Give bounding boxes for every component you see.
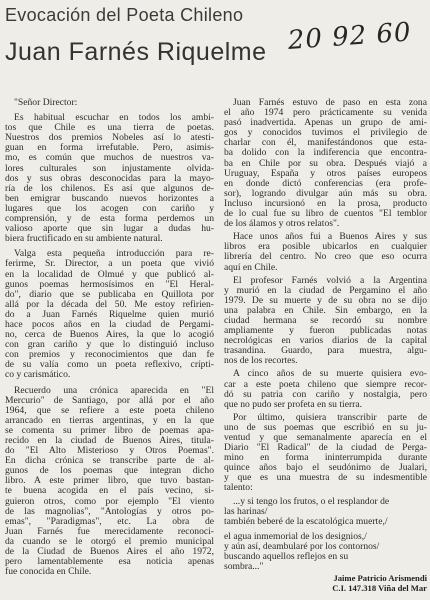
salutation xyxy=(5,98,214,108)
text-line: tos que Chile es una tierra de poetas. xyxy=(5,122,214,134)
signature-id: C.I. 147.318 Viña del Mar xyxy=(332,582,427,593)
text-line: gos y conocidos tuvimos el privilegio de xyxy=(224,127,427,139)
text-line: charlar con él, manifestándonos que esta- xyxy=(224,137,427,149)
text-line: Es habitual escuchar en todos los ambi- xyxy=(14,112,214,124)
text-line: en la localidad de Olmué y que publicó al- xyxy=(5,268,214,280)
text-line: ba dolido con la indiferencia que encontra- xyxy=(224,147,427,159)
text-line: aquí en Chile. xyxy=(224,261,278,273)
salutation-line: "Señor Director: xyxy=(14,97,78,108)
text-line: Hace unos años fui a Buenos Aires y sus xyxy=(233,231,427,243)
paragraph xyxy=(224,232,427,272)
text-line: comprensión, y de esta forma perdemos un xyxy=(5,213,214,225)
text-line: necrológicas en varios diarios de la capital xyxy=(224,335,427,347)
signature-name: Jaime Patricio Arismendi xyxy=(333,573,427,584)
text-line: do", diario que se publicaba en Quillota por xyxy=(5,288,214,300)
text-line: co y carismático. xyxy=(5,369,71,381)
text-line: pasó inadvertida. Apenas un grupo de ami- xyxy=(224,117,427,129)
text-line: con gran cariño y que lo distinguió incluso xyxy=(5,339,214,351)
poem-excerpt xyxy=(224,497,427,573)
poem-stanza xyxy=(224,497,427,527)
text-line: y que es una muestra de su indesmentible xyxy=(224,472,427,484)
text-line: car a este poeta chileno que siempre recor- xyxy=(224,378,427,390)
text-line: arrancado en tierras argentinas, y en la que xyxy=(5,414,214,426)
text-line: no, cerca de Buenos Aires, la que lo acogió xyxy=(5,329,214,341)
poem-line: ...y si tengo los frutos, o el resplandor de xyxy=(233,495,390,507)
text-line: trasandina. Guardo, para muestra, algu- xyxy=(224,345,427,357)
poem-line: buscando aquellos reflejos en su xyxy=(224,551,349,563)
paragraph xyxy=(5,386,214,578)
text-line: quince años bajo el seudónimo de Jualari, xyxy=(224,462,427,474)
text-line: ba en Chile por su obra. Después viajó a xyxy=(224,157,427,169)
text-line: 1964, que se refiere a este poeta chileno xyxy=(5,404,214,416)
text-line: gunos poemas hermosísimos en "El Heral- xyxy=(5,278,214,290)
text-line: guan en forma irrefutable. Pero, asimis- xyxy=(5,142,214,154)
text-line: uno de sus poemas que escribió en su ju- xyxy=(224,421,427,433)
poem-stanza xyxy=(224,532,427,572)
text-line: ampliamente y fueron publicadas notas xyxy=(224,325,427,337)
text-line: se comenta su primer libro de poemas apa- xyxy=(5,424,214,436)
paragraph xyxy=(224,98,427,229)
text-line: dó su patria con cariño y nostalgia, pero xyxy=(224,388,427,400)
text-line: y murió en la ciudad de Pergamino el año xyxy=(224,284,427,296)
text-line: de los álamos y otros relatos". xyxy=(224,218,340,230)
text-line: nos de los recortes. xyxy=(224,355,298,367)
text-line: librería del centro. No creo que eso ocurra xyxy=(224,251,427,263)
text-line: de la Ciudad de Buenos Aires el año 1972, xyxy=(5,546,214,558)
text-line: 1979. De su muerte y de su obra no se dijo xyxy=(224,294,427,306)
text-line: Incluso incursionó en la prosa, producto xyxy=(224,197,427,209)
poem-line: el agua inmemorial de los designios,/ xyxy=(224,530,367,542)
poem-line: y aún así, deambularé por los contornos/ xyxy=(224,540,380,552)
text-line: lugares que los acogen con cariño y xyxy=(5,202,214,214)
text-line: en donde dictó conferencias (era profe- xyxy=(224,177,427,189)
text-line: sor), logrando divulgar aún más su obra. xyxy=(224,187,427,199)
text-line: Valga esta pequeña introducción para re- xyxy=(14,248,214,260)
text-line: ferirme, Sr. Director, a un poeta que vivió xyxy=(5,258,214,270)
text-line: te buena acogida en el país vecino, si- xyxy=(5,485,214,497)
text-line: fue conocida en Chile. xyxy=(5,566,92,578)
text-line: Uruguay, España y otros países europeos xyxy=(224,167,427,179)
text-line: El profesor Farnés volvió a la Argentina xyxy=(233,274,427,286)
signature xyxy=(224,574,427,593)
text-line: do a Juan Farnés Riquelme quien murió xyxy=(5,308,214,320)
text-line: con premios y reconocimientos que dan fe xyxy=(5,349,214,361)
poem-line: también beberé de la escatológica muerte,/ xyxy=(224,515,388,527)
text-line: que no pudo ser profeta en su tierra. xyxy=(224,398,362,410)
text-line: mo, es común que muchos de nuestros va- xyxy=(5,152,214,164)
paragraph xyxy=(5,113,214,244)
text-line: guieron otros, como por ejemplo "El viento xyxy=(5,495,214,507)
text-line: Nuestros dos premios Nobeles así lo atesti- xyxy=(5,132,214,144)
text-line: A cinco años de su muerte quisiera evo- xyxy=(233,368,427,380)
text-line: hace pocos años en la ciudad de Pergami- xyxy=(5,318,214,330)
text-line: do "El Alto Misterioso y Otros Poemas". xyxy=(5,445,214,457)
text-line: lores culturales son injustamente olvida- xyxy=(5,162,214,174)
text-line: ben emigrar buscando nuevos horizontes a xyxy=(5,192,214,204)
text-line: Juan Farnés estuvo de paso en esta zona xyxy=(233,97,427,108)
headline-name: Juan Farnés Riquelme xyxy=(5,38,267,66)
paragraph xyxy=(224,369,427,409)
text-line: biera fructificado en su ambiente natural. xyxy=(5,233,163,245)
text-line: ventud y que semanalmente aparecía en el xyxy=(224,432,427,443)
text-line: pero lamentablemente esa noticia apenas xyxy=(5,556,214,568)
text-line: emas", "Paradigmas", etc. La obra de xyxy=(5,515,214,527)
text-line: Mercurio" de Santiago, por allá por el año xyxy=(5,394,214,406)
text-line: allá por la década del 50. Me estoy refirien- xyxy=(5,298,214,310)
handwritten-note: 20 92 60 xyxy=(286,17,413,56)
poem-line: sombra..." xyxy=(224,561,264,573)
right-column xyxy=(224,98,427,593)
text-line: Juan Farnés fue merecidamente reconoci- xyxy=(5,525,214,537)
text-line: Por último, quisiera transcribir parte de xyxy=(233,411,427,423)
text-line: una palabra en Chile. Sin embargo, en la xyxy=(224,304,427,316)
text-line: el año 1974 pero prácticamente su venida xyxy=(224,107,427,119)
text-line: recido en la ciudad de Buenos Aires, titula- xyxy=(5,435,214,446)
text-line: ciudad hermana se recordó su nombre xyxy=(224,314,427,326)
text-line: talento: xyxy=(224,482,253,494)
text-line: ría de los chilenos. Es así que algunos de- xyxy=(5,182,214,194)
text-line: de lo cual fue su libro de cuentos "El temblor xyxy=(224,208,427,220)
text-line: Recuerdo una crónica aparecida en "El xyxy=(14,384,214,396)
text-line: de su valía como un poeta reflexivo, crípti- xyxy=(5,359,214,371)
right-paragraphs xyxy=(224,98,427,494)
text-line: En dicha crónica se transcribe parte de al- xyxy=(5,455,214,467)
text-line: libro. A este primer libro, que tuvo bastan- xyxy=(5,475,214,487)
text-line: de las magnolias", "Antologías y otros po- xyxy=(5,505,214,517)
left-paragraphs xyxy=(5,113,214,577)
text-line: gunos de los poemas que integran dicho xyxy=(5,465,214,477)
poem-line: las harinas/ xyxy=(224,505,268,517)
paragraph xyxy=(224,276,427,367)
text-line: mino en forma ininterrumpida durante xyxy=(224,452,427,464)
text-line: valioso aporte que sin lugar a dudas hu- xyxy=(5,223,214,235)
paragraph xyxy=(5,249,214,380)
paragraph xyxy=(224,413,427,494)
text-line: Diario "El Radical" de la ciudad de Perga- xyxy=(224,442,427,454)
text-line: dos y sus obras desconocidas para la mayo- xyxy=(5,172,214,184)
text-line: da cuando se le otorgó el premio municipal xyxy=(5,535,214,547)
text-line: libros era posible ubicarlos en cualquier xyxy=(224,241,427,253)
headline: Evocación del Poeta Chileno xyxy=(5,5,244,25)
left-column xyxy=(5,98,214,582)
